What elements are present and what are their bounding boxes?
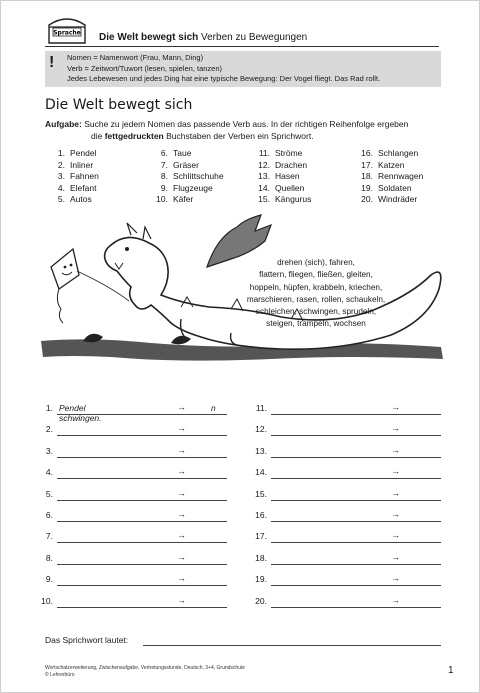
- answer-line[interactable]: [57, 457, 227, 458]
- noun-item: [254, 160, 307, 170]
- answer-line[interactable]: [271, 585, 441, 586]
- page-title: Die Welt bewegt sich: [45, 97, 193, 113]
- noun-number: 9.: [160, 182, 168, 193]
- noun-word: Flugzeuge: [173, 182, 213, 193]
- noun-number: 11.: [258, 148, 270, 158]
- footer-line-1: Wortschatzerweiterung, Zwischenaufgabe, Vertretungsstunde, Deutsch, 3+4, Grundschule: [45, 665, 245, 671]
- answer-line[interactable]: [57, 542, 227, 543]
- verb-line: marschieren, rasen, rollen, schaukeln,: [246, 294, 386, 304]
- answer-line[interactable]: [57, 564, 227, 565]
- noun-number: 16.: [361, 148, 373, 158]
- answer-line[interactable]: [57, 607, 227, 608]
- arrow-icon: →: [391, 487, 400, 498]
- noun-item: [49, 171, 99, 181]
- logo-text: Sprache: [53, 29, 81, 37]
- noun-word: Quellen: [275, 182, 305, 193]
- noun-item: [357, 171, 423, 181]
- arrow-icon: →: [391, 444, 400, 455]
- info-line-verb: Verb = Zeitwort/Tuwort (lesen, spielen, tanzen): [67, 63, 223, 73]
- noun-word: Inliner: [70, 159, 94, 170]
- answer-number: 13.: [255, 445, 267, 456]
- verb-line: hoppeln, hüpfen, krabbeln, kriechen,: [249, 282, 383, 292]
- noun-word: Schlittschuhe: [173, 171, 224, 181]
- answer-line[interactable]: [271, 564, 441, 565]
- answer-letter: n: [211, 403, 216, 413]
- answer-line[interactable]: [57, 521, 227, 522]
- noun-number: 3.: [57, 171, 65, 181]
- arrow-icon: →: [391, 423, 400, 434]
- answer-number: 8.: [45, 552, 53, 563]
- answer-line[interactable]: [271, 457, 441, 458]
- answer-line[interactable]: [271, 521, 441, 522]
- noun-item: [49, 183, 96, 193]
- arrow-icon: →: [177, 487, 186, 498]
- arrow-icon: →: [177, 466, 186, 477]
- noun-item: [357, 183, 412, 193]
- answer-number: 3.: [45, 445, 53, 456]
- arrow-icon: →: [391, 509, 400, 519]
- answer-number: 7.: [45, 531, 53, 542]
- answer-line[interactable]: [271, 414, 441, 415]
- answer-number: 15.: [255, 488, 267, 499]
- verb-line: schleichen, schwingen, sprudeln,: [255, 307, 377, 317]
- noun-word: Drachen: [275, 159, 308, 170]
- noun-item: [357, 148, 418, 158]
- noun-item: [49, 160, 93, 170]
- arrow-icon: →: [391, 466, 400, 477]
- noun-number: 17.: [361, 159, 373, 170]
- task-text-1: Suche zu jedem Nomen das passende Verb aus. In der richtigen Reihenfolge ergeben: [81, 119, 409, 129]
- proverb-answer-line[interactable]: [143, 645, 441, 646]
- kite-icon: [51, 249, 79, 289]
- answer-number: 10.: [41, 595, 53, 606]
- info-text: [67, 53, 380, 85]
- noun-number: 12.: [258, 159, 270, 170]
- noun-word: Taue: [173, 148, 192, 158]
- arrow-icon: →: [177, 551, 186, 562]
- info-line-nomen: Nomen = Namenwort (Frau, Mann, Ding): [67, 53, 204, 62]
- noun-number: 1.: [57, 148, 65, 158]
- noun-item: [152, 171, 224, 181]
- noun-word: Autos: [70, 194, 92, 204]
- noun-item: [254, 171, 300, 181]
- noun-number: 2.: [57, 159, 65, 170]
- exclamation-icon: !: [49, 54, 55, 71]
- noun-number: 4.: [57, 182, 65, 193]
- noun-number: 6.: [160, 148, 168, 158]
- noun-item: [49, 194, 92, 204]
- noun-item: [357, 194, 417, 204]
- answer-line[interactable]: [271, 500, 441, 501]
- noun-number: 19.: [361, 182, 373, 193]
- answer-number: 4.: [45, 467, 53, 478]
- answer-number: 14.: [255, 467, 267, 478]
- task-label: Aufgabe:: [45, 119, 82, 129]
- noun-word: Hasen: [275, 171, 300, 181]
- verb-line: steigen, trampeln, wochsen: [266, 319, 366, 329]
- arrow-icon: →: [391, 402, 400, 412]
- arrow-icon: →: [177, 423, 186, 434]
- noun-number: 14.: [258, 182, 270, 193]
- answer-number: 1.: [45, 403, 53, 413]
- noun-item: [152, 183, 213, 193]
- noun-word: Elefant: [70, 182, 97, 193]
- task-text-2a: die: [91, 131, 105, 141]
- verb-line: drehen (sich), fahren,: [277, 258, 355, 267]
- noun-item: [254, 148, 302, 158]
- noun-word: Ströme: [275, 148, 303, 158]
- answer-text: Pendel schwingen.: [59, 403, 102, 423]
- verb-list: [231, 257, 401, 331]
- noun-item: [254, 183, 304, 193]
- noun-item: [152, 148, 191, 158]
- noun-word: Soldaten: [378, 182, 412, 193]
- answer-number: 18.: [255, 552, 267, 563]
- noun-number: 7.: [160, 159, 168, 170]
- answer-line[interactable]: [271, 542, 441, 543]
- page-number: 1: [448, 665, 454, 676]
- footer: [45, 665, 245, 678]
- noun-word: Rennwagen: [378, 171, 424, 181]
- noun-number: 8.: [160, 171, 168, 181]
- header-divider: [45, 46, 439, 47]
- noun-word: Käfer: [173, 194, 194, 204]
- proverb-label: Das Sprichwort lautet:: [45, 635, 129, 645]
- noun-number: 5.: [57, 194, 65, 204]
- arrow-icon: →: [391, 594, 400, 605]
- header-title: Die Welt bewegt sich: [99, 32, 199, 43]
- noun-word: Kängurus: [275, 194, 312, 204]
- answer-number: 11.: [255, 403, 267, 413]
- answer-number: 16.: [255, 510, 267, 520]
- arrow-icon: →: [391, 573, 400, 584]
- arrow-icon: →: [391, 530, 400, 541]
- noun-word: Katzen: [378, 159, 405, 170]
- answer-number: 19.: [255, 574, 267, 585]
- answer-line[interactable]: [57, 435, 227, 436]
- arrow-icon: →: [177, 530, 186, 541]
- footer-line-2: © Lehrerbüro: [45, 671, 75, 678]
- answer-number: 17.: [255, 531, 267, 542]
- answer-number: 6.: [45, 510, 53, 520]
- noun-number: 18.: [361, 171, 373, 181]
- noun-number: 20.: [361, 194, 373, 204]
- info-line-example: Jedes Lebewesen und jedes Ding hat eine typische Bewegung: Der Vogel fliegt. Das Rad rollt.: [67, 74, 381, 83]
- noun-word: Schlangen: [378, 148, 419, 158]
- noun-item: [152, 194, 193, 204]
- answer-line[interactable]: [57, 585, 227, 586]
- task-instructions: [45, 118, 445, 142]
- answer-number: 20.: [255, 595, 267, 606]
- answer-number: 2.: [45, 424, 53, 435]
- verb-line: flattern, fliegen, fließen, gleiten,: [259, 270, 373, 280]
- answer-line[interactable]: [57, 478, 227, 479]
- answer-number: 5.: [45, 488, 53, 499]
- noun-number: 13.: [258, 171, 270, 181]
- arrow-icon: →: [391, 551, 400, 562]
- arrow-icon: →: [177, 594, 186, 605]
- header-subtitle: Verben zu Bewegungen: [201, 32, 308, 43]
- answer-line[interactable]: [271, 435, 441, 436]
- arrow-icon: →: [177, 444, 186, 455]
- answer-line[interactable]: [271, 607, 441, 608]
- noun-item: [254, 194, 311, 204]
- noun-number: 15.: [258, 194, 270, 204]
- answer-line[interactable]: [57, 500, 227, 501]
- answer-number: 12.: [255, 424, 267, 435]
- noun-word: Windräder: [378, 194, 418, 204]
- task-text-2c: Buchstaben der Verben ein Sprichwort.: [163, 131, 314, 141]
- noun-word: Gräser: [173, 159, 199, 170]
- arrow-icon: →: [177, 573, 186, 584]
- task-bold-word: fettgedruckten: [104, 131, 164, 141]
- answer-line[interactable]: [271, 478, 441, 479]
- noun-item: [49, 148, 96, 158]
- noun-word: Fahnen: [70, 171, 99, 181]
- arrow-icon: →: [177, 509, 186, 519]
- noun-item: [152, 160, 199, 170]
- noun-word: Pendel: [70, 148, 97, 158]
- answer-number: 9.: [45, 574, 53, 585]
- noun-number: 10.: [156, 194, 168, 204]
- noun-item: [357, 160, 404, 170]
- treasure-chest-logo: [45, 13, 89, 45]
- arrow-icon: →: [177, 402, 186, 412]
